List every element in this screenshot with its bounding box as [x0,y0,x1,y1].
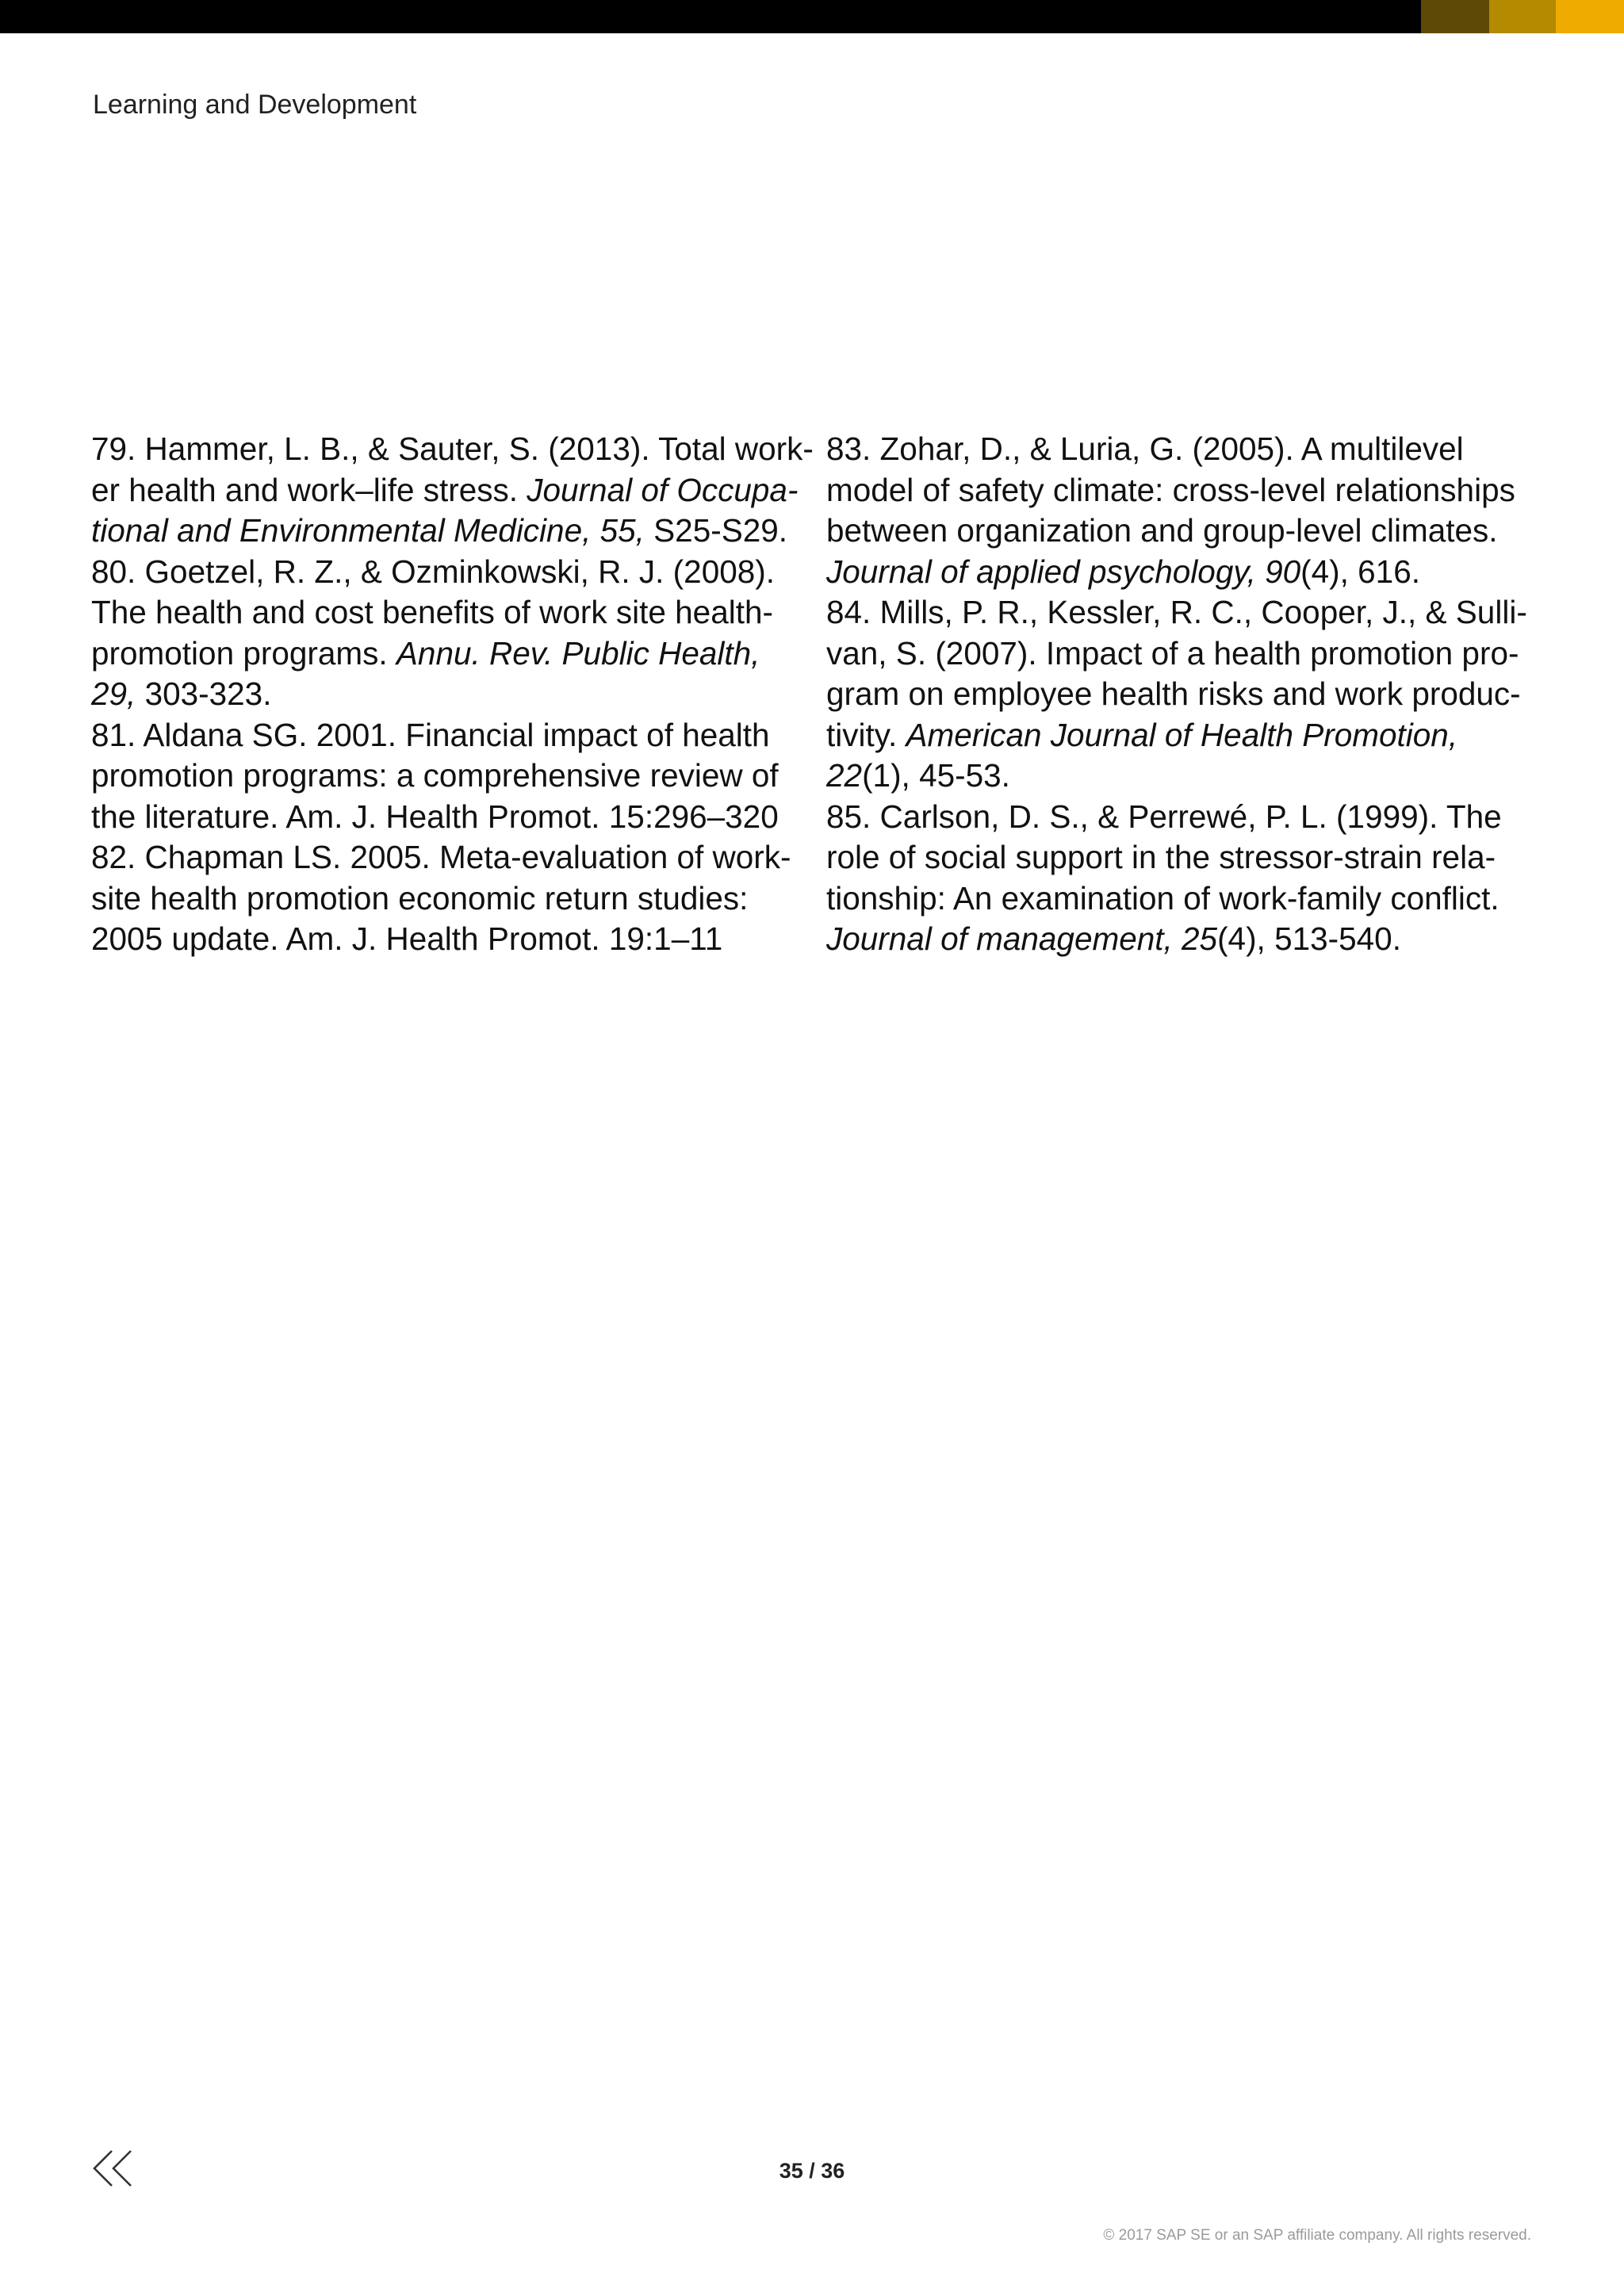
italic-citation-text: 29, [91,675,136,712]
reference-line: The health and cost benefits of work site health- [91,594,773,630]
double-chevron-left-icon [91,2149,134,2188]
italic-citation-text: Journal of applied psychology, 90 [826,553,1301,590]
reference-line: van, S. (2007). Impact of a health promotion pro- [826,634,1519,672]
top-brand-bar [0,0,1624,33]
reference-line: 29, 303-323. [91,675,272,712]
italic-citation-text: tional and Environmental Medicine, 55, [91,512,645,549]
brand-swatch-light [1556,0,1624,33]
reference-line: site health promotion economic return studies: [91,879,749,916]
reference-line: 83. Zohar, D., & Luria, G. (2005). A multilevel [826,430,1464,467]
reference-line: the literature. Am. J. Health Promot. 15:296–320 [91,798,779,835]
italic-citation-text: American Journal of Health Promotion, [906,716,1458,753]
reference-line: 84. Mills, P. R., Kessler, R. C., Cooper, J., & Sulli- [826,594,1527,630]
reference-line: model of safety climate: cross-level relationships [826,471,1515,508]
reference-line: 2005 update. Am. J. Health Promot. 19:1–11 [91,920,723,957]
copyright-notice: © 2017 SAP SE or an SAP affiliate company. All rights reserved. [1103,2227,1531,2244]
reference-line: Journal of applied psychology, 90(4), 616. [826,553,1420,590]
page-number: 35 / 36 [779,2159,845,2183]
reference-line: tionship: An examination of work-family conflict. [826,879,1500,916]
italic-citation-text: 22 [826,757,863,794]
reference-line: tional and Environmental Medicine, 55, S25-S29. [91,512,788,549]
reference-line: 79. Hammer, L. B., & Sauter, S. (2013). Total work- [91,430,814,467]
reference-line: tivity. American Journal of Health Promotion, [826,716,1458,753]
brand-swatch-mid [1489,0,1556,33]
reference-line: role of social support in the stressor-strain rela- [826,839,1496,875]
reference-line: 81. Aldana SG. 2001. Financial impact of health [91,716,770,753]
italic-citation-text: Journal of management, 25 [826,920,1218,957]
reference-line: gram on employee health risks and work produc- [826,675,1521,712]
reference-line: Journal of management, 25(4), 513-540. [826,920,1401,957]
reference-line: promotion programs. Annu. Rev. Public Health, [91,634,760,672]
brand-swatch-dark [1421,0,1489,33]
reference-line: er health and work–life stress. Journal of Occupa- [91,471,799,508]
reference-line: 22(1), 45-53. [826,757,1010,794]
reference-line: promotion programs: a comprehensive review of [91,757,779,794]
reference-line: 85. Carlson, D. S., & Perrewé, P. L. (1999). The [826,798,1502,835]
reference-line: 80. Goetzel, R. Z., & Ozminkowski, R. J. (2008). [91,553,776,590]
reference-line: 82. Chapman LS. 2005. Meta-evaluation of work- [91,839,791,875]
section-title: Learning and Development [93,90,417,120]
italic-citation-text: Annu. Rev. Public Health, [396,634,760,672]
references-left-column [91,429,814,960]
references-right-column [826,429,1532,960]
italic-citation-text: Journal of Occupa- [527,471,799,508]
back-to-start-button[interactable] [91,2149,134,2188]
reference-line: between organization and group-level climates. [826,512,1498,549]
